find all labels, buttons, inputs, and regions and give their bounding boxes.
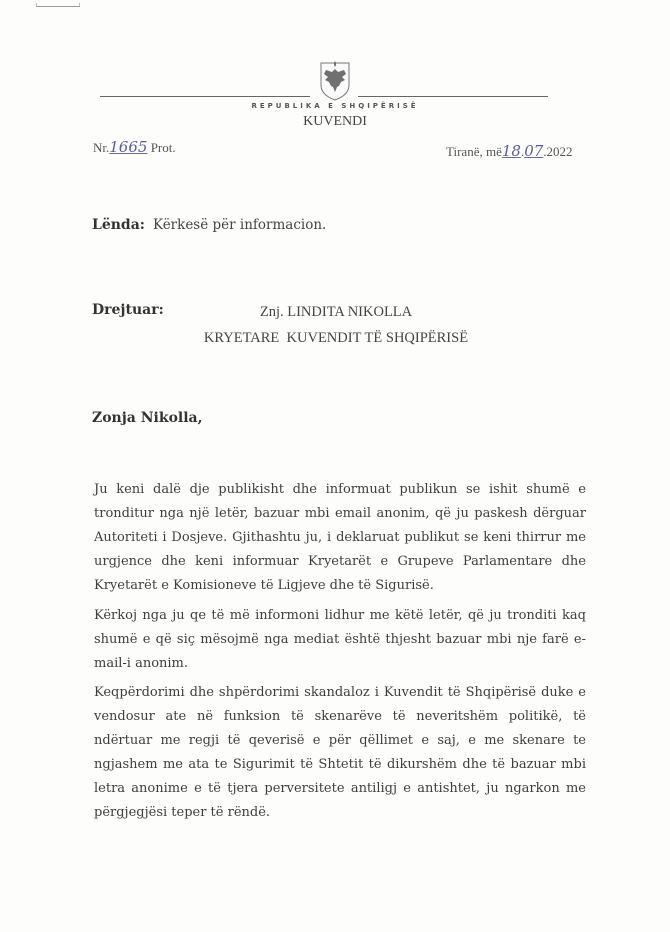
body-paragraph-1: Ju keni dalë dje publikisht dhe informuat publikun se ishit shumë e tronditur nga një letër, bazuar mbi email anonim, që ju paskesh dërguar Autoriteti i Dosjeve. Gjithashtu ju, i deklaruat publikut se keni thirrur me urgjence dhe keni informuar Kryetarët e Grupeve Parlamentare dhe Kryetarët e Komisioneve të Ligjeve dhe të Sigurisë.: [94, 482, 586, 593]
corner-staple-mark: [36, 3, 80, 7]
nr-value: 1665: [109, 138, 148, 156]
prot-label: Prot.: [150, 140, 176, 155]
place-label: Tiranë, më: [446, 144, 502, 159]
addressee-name: Znj. LINDITA NIKOLLA: [259, 304, 413, 320]
republic-name: REPUBLIKA E SHQIPËRISË: [251, 102, 419, 110]
place-date: Tiranë, më18.07.2022: [446, 142, 573, 160]
institution-name: KUVENDI: [303, 114, 367, 129]
protocol-number: [93, 138, 176, 156]
header-rule-right: [358, 96, 548, 97]
body-paragraph-2: Kërkoj nga ju qe të më informoni lidhur me këtë letër, që ju tronditi kaq shumë e që siç mësojmë nga mediat është thjesht bazuar mbi nje farë e-mail-i anonim.: [94, 608, 586, 671]
albanian-eagle-emblem-icon: [318, 57, 352, 101]
nr-label: Nr.: [93, 140, 110, 155]
date-year: 2022: [546, 144, 573, 159]
body-paragraph-3: Keqpërdorimi dhe shpërdorimi skandaloz i Kuvendit të Shqipërisë duke e vendosur ate në funksion të skenarëve të neveritshëm politikë, të ndërtuar me regji të qeverisë e për qëllimet e saj, e me skenare te ngjashem me ata te Sigurimit të Shtetit të dikurshëm dhe të bazuar mbi letra anonime e të tjera perversitete antiligj e antishtet, ju ngarkon me përgjegjësi teper të rëndë.: [94, 685, 586, 820]
subject-label: Lënda:: [92, 217, 145, 233]
date-month: 07: [524, 142, 544, 160]
header-rule-left: [100, 96, 310, 97]
date-day: 18: [501, 142, 521, 160]
addressee-label: Drejtuar:: [92, 302, 164, 318]
salutation: Zonja Nikolla,: [92, 410, 203, 426]
subject-value: Kërkesë për informacion.: [152, 217, 327, 233]
addressee-title: KRYETARE KUVENDIT TË SHQIPËRISË: [203, 330, 469, 346]
subject-line: [92, 217, 326, 233]
